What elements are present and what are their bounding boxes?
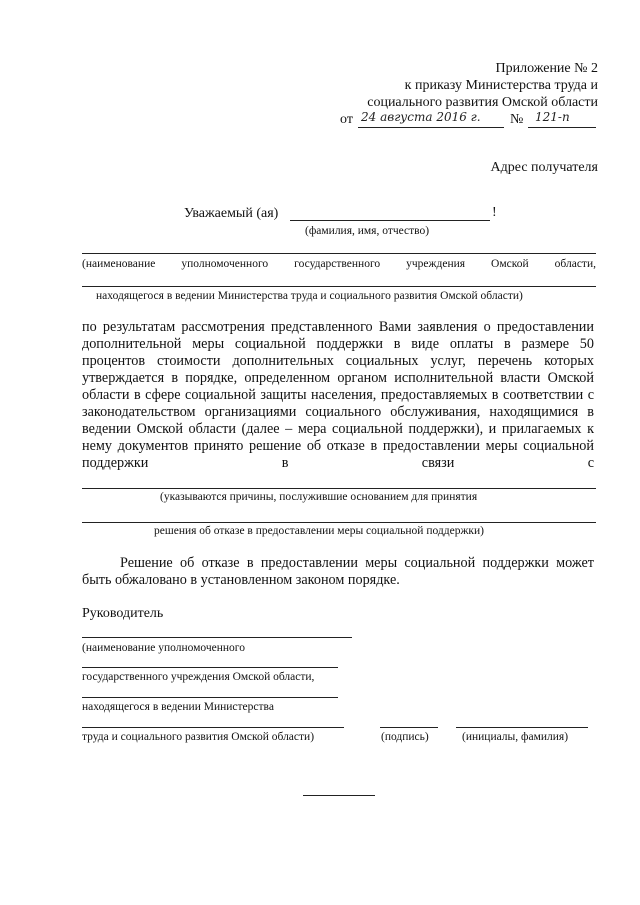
end-separator	[303, 795, 375, 796]
order-number-sign: №	[510, 112, 524, 127]
decision-paragraph-text: по результатам рассмотрения представленного Вами заявления о предоставлении дополнительной меры социальной поддержки в виде оплаты в размере 50 процентов стоимости дополнительных социальных услуг, перечень которых утверждается в порядке, определенном органом исполнительной власти Омской области в сфере социальной защиты населения, предоставляемых в соответствии с законодательством организациями социального обслуживания, находящимися в ведении Омской области (далее – мера социальной поддержки), и прилагаемых к нему документов принято решение об отказе в предоставлении меры социальной поддержки в связи с	[82, 319, 594, 471]
head-institution-line-3	[82, 697, 338, 698]
recipient-name-line	[290, 220, 490, 221]
order-date-prefix: от	[340, 112, 353, 127]
institution-caption-2: находящегося в ведении Министерства труда и социального развития Омской области)	[96, 290, 523, 302]
initials-caption: (инициалы, фамилия)	[462, 731, 569, 743]
salutation-text: Уважаемый (ая)	[184, 206, 279, 221]
head-label: Руководитель	[82, 606, 164, 621]
reasons-caption-2: решения об отказе в предоставлении меры социальной поддержки)	[154, 525, 484, 537]
recipient-name-caption: (фамилия, имя, отчество)	[305, 225, 430, 237]
signature-line	[380, 727, 438, 728]
salutation-exclamation: !	[492, 205, 497, 220]
head-institution-caption-2: государственного учреждения Омской области,	[82, 671, 315, 683]
head-institution-line-4	[82, 727, 344, 728]
initials-line	[456, 727, 588, 728]
reasons-line-2	[82, 522, 596, 523]
head-institution-line-2	[82, 667, 338, 668]
institution-line-2	[82, 286, 596, 287]
appendix-title: Приложение № 2	[495, 61, 598, 76]
head-institution-caption-3: находящегося в ведении Министерства	[82, 701, 274, 713]
head-institution-caption-1: (наименование уполномоченного	[82, 642, 245, 654]
order-reference-line2: социального развития Омской области	[367, 95, 598, 110]
order-number-handwritten: 121-п	[535, 110, 570, 124]
order-reference-line1: к приказу Министерства труда и	[404, 78, 598, 93]
institution-line-1	[82, 253, 596, 254]
signature-caption: (подпись)	[381, 731, 429, 743]
reasons-caption-1: (указываются причины, послужившие основанием для принятия	[160, 491, 478, 503]
head-institution-caption-4: труда и социального развития Омской области)	[82, 731, 315, 743]
order-date-handwritten: 24 августа 2016 г.	[361, 110, 481, 124]
order-number-underline	[528, 127, 596, 128]
institution-caption-1: (наименование уполномоченного государственного учреждения Омской области,	[82, 258, 596, 270]
reasons-line-1	[82, 488, 596, 489]
appeal-paragraph-text: Решение об отказе в предоставлении меры социальной поддержки может быть обжаловано в установленном законом порядке.	[82, 555, 594, 588]
head-institution-line-1	[82, 637, 352, 638]
decision-paragraph	[82, 319, 594, 472]
recipient-address-label: Адрес получателя	[490, 160, 598, 175]
appeal-paragraph	[82, 555, 594, 589]
order-date-underline	[358, 127, 504, 128]
